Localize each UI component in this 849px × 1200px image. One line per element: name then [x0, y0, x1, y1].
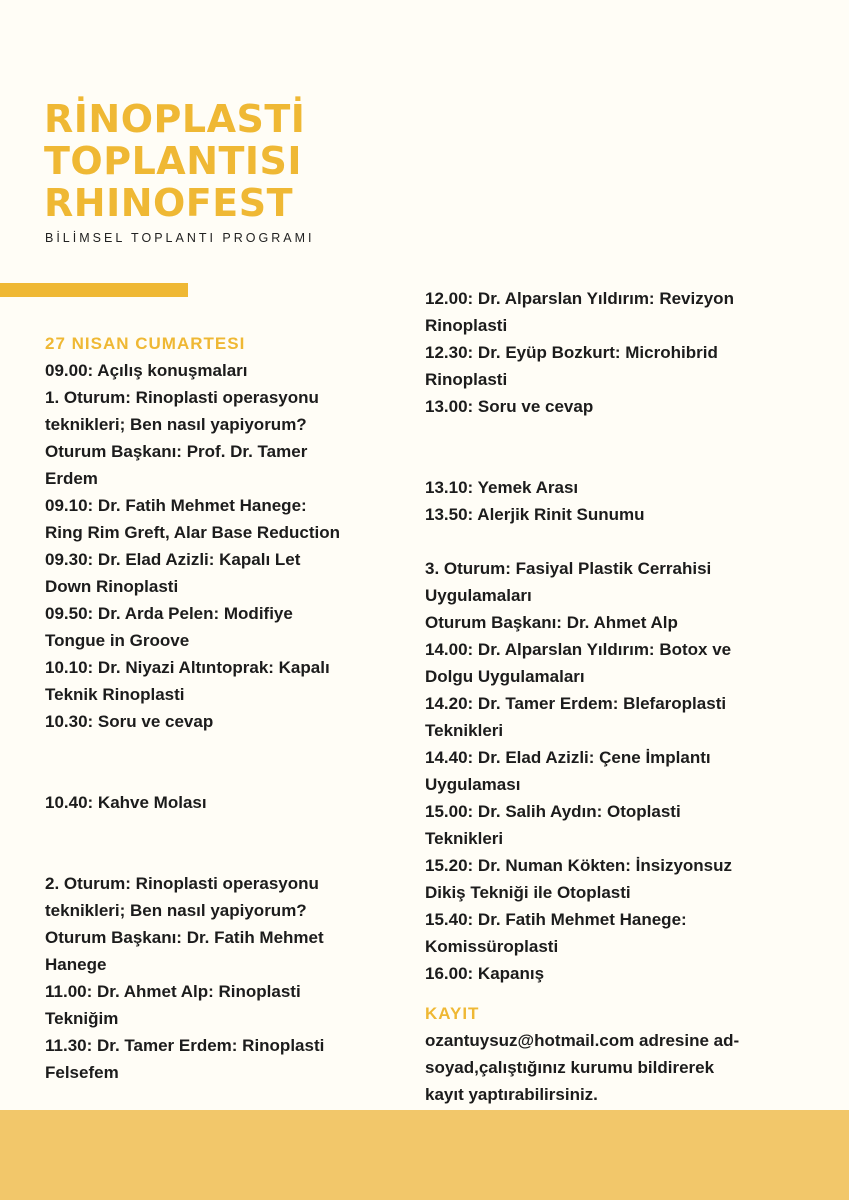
program-line: 15.20: Dr. Numan Kökten: İnsizyonsuz	[425, 856, 733, 875]
program-line: 12.00: Dr. Alparslan Yıldırım: Revizyon	[425, 289, 734, 308]
program-line: Rinoplasti	[425, 370, 508, 389]
spacer	[45, 735, 340, 762]
program-line: Oturum Başkanı: Dr. Ahmet Alp	[425, 613, 678, 632]
program-line: Dikiş Tekniği ile Otoplasti	[425, 883, 631, 902]
spacer	[425, 447, 739, 474]
program-line: Uygulamaları	[425, 586, 532, 605]
program-line: Dolgu Uygulamaları	[425, 667, 585, 686]
program-line: Oturum Başkanı: Dr. Fatih Mehmet	[45, 928, 324, 947]
program-line: Komissüroplasti	[425, 937, 559, 956]
program-line: 09.10: Dr. Fatih Mehmet Hanege:	[45, 496, 307, 515]
title-line: RHINOFEST	[44, 181, 294, 225]
program-line: Down Rinoplasti	[45, 577, 179, 596]
program-line: Tekniğim	[45, 1009, 119, 1028]
program-line: Hanege	[45, 955, 107, 974]
subtitle: BİLİMSEL TOPLANTI PROGRAMI	[45, 231, 315, 245]
program-line: Rinoplasti	[425, 316, 508, 335]
program-line: 10.30: Soru ve cevap	[45, 712, 214, 731]
spacer	[425, 987, 739, 1000]
program-line: 16.00: Kapanış	[425, 964, 545, 983]
program-line: Ring Rim Greft, Alar Base Reduction	[45, 523, 341, 542]
registration-heading: KAYIT	[425, 1004, 480, 1023]
program-line: 10.10: Dr. Niyazi Altıntoprak: Kapalı	[45, 658, 330, 677]
program-line: kayıt yaptırabilirsiniz.	[425, 1085, 598, 1104]
program-line: 11.00: Dr. Ahmet Alp: Rinoplasti	[45, 982, 301, 1001]
program-line: 13.50: Alerjik Rinit Sunumu	[425, 505, 645, 524]
program-line: 3. Oturum: Fasiyal Plastik Cerrahisi	[425, 559, 712, 578]
program-line: 09.50: Dr. Arda Pelen: Modifiye	[45, 604, 293, 623]
program-line: Teknik Rinoplasti	[45, 685, 185, 704]
day-heading: 27 NISAN CUMARTESI	[45, 334, 246, 353]
program-left-column	[45, 330, 340, 1086]
spacer	[45, 843, 340, 870]
program-line: Teknikleri	[425, 721, 504, 740]
program-line: 09.30: Dr. Elad Azizli: Kapalı Let	[45, 550, 301, 569]
program-line: Felsefem	[45, 1063, 119, 1082]
program-line: ozantuysuz@hotmail.com adresine ad-	[425, 1031, 740, 1050]
program-line: soyad,çalıştığınız kurumu bildirerek	[425, 1058, 715, 1077]
program-line: 11.30: Dr. Tamer Erdem: Rinoplasti	[45, 1036, 325, 1055]
program-line: Uygulaması	[425, 775, 521, 794]
program-line: 13.00: Soru ve cevap	[425, 397, 594, 416]
program-line: Oturum Başkanı: Prof. Dr. Tamer	[45, 442, 308, 461]
program-line: teknikleri; Ben nasıl yapiyorum?	[45, 901, 307, 920]
program-line: Erdem	[45, 469, 98, 488]
program-line: 15.40: Dr. Fatih Mehmet Hanege:	[425, 910, 687, 929]
program-line: 1. Oturum: Rinoplasti operasyonu	[45, 388, 319, 407]
title-line: RİNOPLASTİ	[44, 97, 306, 141]
program-line: 09.00: Açılış konuşmaları	[45, 361, 248, 380]
program-line: 14.00: Dr. Alparslan Yıldırım: Botox ve	[425, 640, 732, 659]
accent-divider	[0, 283, 188, 297]
program-line: 14.20: Dr. Tamer Erdem: Blefaroplasti	[425, 694, 727, 713]
program-line: 14.40: Dr. Elad Azizli: Çene İmplantı	[425, 748, 711, 767]
program-line: Tongue in Groove	[45, 631, 190, 650]
title-line: TOPLANTISI	[44, 139, 303, 183]
spacer	[45, 762, 340, 789]
program-line: teknikleri; Ben nasıl yapiyorum?	[45, 415, 307, 434]
program-line: 15.00: Dr. Salih Aydın: Otoplasti	[425, 802, 681, 821]
event-title	[44, 98, 305, 224]
program-line: 13.10: Yemek Arası	[425, 478, 579, 497]
program-line: 12.30: Dr. Eyüp Bozkurt: Microhibrid	[425, 343, 718, 362]
spacer	[45, 816, 340, 843]
footer-band	[0, 1110, 849, 1200]
program-line: Teknikleri	[425, 829, 504, 848]
spacer	[425, 420, 739, 447]
program-right-column	[425, 285, 739, 1108]
program-line: 10.40: Kahve Molası	[45, 793, 207, 812]
program-line: 2. Oturum: Rinoplasti operasyonu	[45, 874, 319, 893]
spacer	[425, 528, 739, 555]
